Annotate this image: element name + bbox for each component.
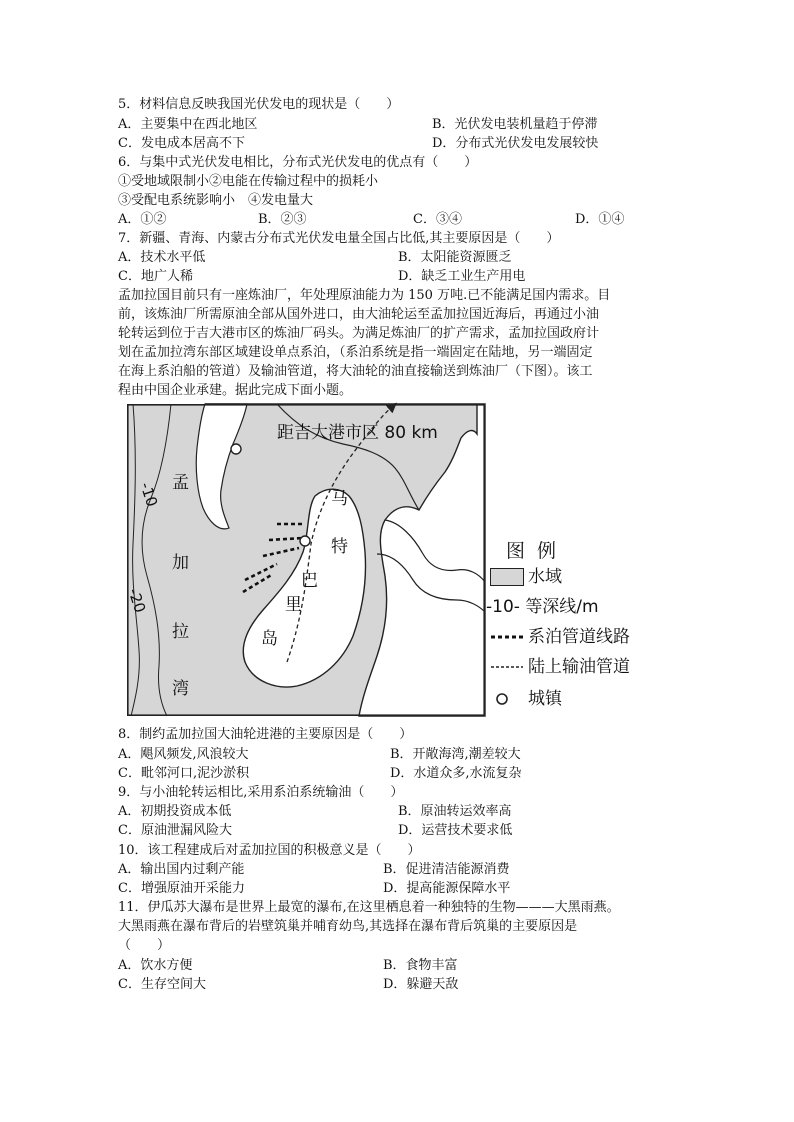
bay-label-char: 拉 <box>172 622 189 642</box>
legend-row-water <box>486 564 686 590</box>
legend-water-label: 水域 <box>528 567 562 587</box>
island-label-char: 特 <box>331 537 348 557</box>
q10-option-c: C．增强原油开采能力 <box>118 881 245 896</box>
legend-isobath-symbol: -10- <box>486 597 520 617</box>
q6-option-d: D．①④ <box>575 212 625 227</box>
passage-line: 在海上系泊船的管道）及输油管道，将大油轮的油直接输送到炼油厂（下图）。该工 <box>118 364 593 379</box>
legend-row-town <box>486 686 686 712</box>
legend-row-mooring <box>486 624 686 650</box>
distance-label: 距吉大港市区 80 km <box>277 423 438 443</box>
q7-stem: 7．新疆、青海、内蒙古分布式光伏发电量全国占比低,其主要原因是（ ） <box>118 231 560 246</box>
q8-option-a: A．飓风频发,风浪较大 <box>118 747 249 762</box>
q7-option-c: C．地广人稀 <box>118 269 193 284</box>
q6-statement-2: ③受配电系统影响小 ④发电量大 <box>118 193 314 208</box>
legend-mooring-symbol <box>490 628 524 646</box>
legend-water-swatch <box>490 568 524 586</box>
town-marker <box>231 444 241 454</box>
bay-label-char: 湾 <box>172 679 189 699</box>
legend-row-isobath <box>486 594 686 620</box>
legend-pipeline-label: 陆上输油管道 <box>528 657 630 677</box>
q6-statement-1: ①受地域限制小②电能在传输过程中的损耗小 <box>118 174 379 189</box>
q9-option-b: B．原油转运效率高 <box>398 804 512 819</box>
q5-option-b: B．光伏发电装机量趋于停滞 <box>432 117 598 132</box>
island-label-char: 巴 <box>301 571 318 591</box>
q6-option-a: A．①② <box>118 212 167 227</box>
passage-line: 孟加拉国目前只有一座炼油厂，年处理原油能力为 150 万吨.已不能满足国内需求。目 <box>118 288 611 303</box>
q11-option-a: A．饮水方便 <box>118 958 193 973</box>
q7-option-a: A．技术水平低 <box>118 250 206 265</box>
legend-mooring-label: 系泊管道线路 <box>528 627 630 647</box>
q5-option-a: A．主要集中在西北地区 <box>118 117 258 132</box>
passage-line: 前，该炼油厂所需原油全部从国外进口，由大油轮运至孟加拉国近海后，再通过小油 <box>118 307 600 322</box>
passage-line: 划在孟加拉湾东部区域建设单点系泊，（系泊系统是指一端固定在陆地，另一端固定 <box>118 345 593 360</box>
q8-stem: 8．制约孟加拉国大油轮进港的主要原因是（ ） <box>118 727 413 742</box>
q5-option-c: C．发电成本居高不下 <box>118 136 245 151</box>
bay-label-char: 加 <box>172 553 189 573</box>
q9-option-d: D．运营技术要求低 <box>398 823 513 838</box>
q5-option-d: D．分布式光伏发电发展较快 <box>432 136 599 151</box>
q11-answer-blank: （ ） <box>118 938 171 953</box>
q9-option-c: C．原油泄漏风险大 <box>118 823 232 838</box>
q5-stem: 5．材料信息反映我国光伏发电的现状是（ ） <box>118 97 400 112</box>
q11-stem: 11．伊瓜苏大瀑布是世界上最宽的瀑布,在这里栖息着一种独特的生物———大黑雨燕。 <box>118 900 620 915</box>
isobath-label-10: -10 <box>136 480 162 509</box>
q7-option-b: B．太阳能资源匮乏 <box>398 250 512 265</box>
q11-stem-cont: 大黑雨燕在瀑布背后的岩壁筑巢并哺育幼鸟,其选择在瀑布背后筑巢的主要原因是 <box>118 919 578 934</box>
isobath-label-20: -20 <box>124 586 150 615</box>
q10-option-d: D．提高能源保障水平 <box>383 881 511 896</box>
passage-line: 轮转运到位于吉大港市区的炼油厂码头。为满足炼油厂的扩产需求，孟加拉国政府计 <box>118 326 600 341</box>
island-label-char: 岛 <box>261 629 278 649</box>
legend-isobath-label <box>486 594 599 620</box>
island-label-char: 马 <box>331 489 348 509</box>
legend-title: 图例 <box>506 540 569 562</box>
map-legend <box>486 536 686 726</box>
legend-town-symbol <box>490 690 524 708</box>
q10-option-b: B．促进清洁能源消费 <box>383 862 510 877</box>
q10-option-a: A．输出国内过剩产能 <box>118 862 245 877</box>
q9-option-a: A．初期投资成本低 <box>118 804 232 819</box>
q11-option-c: C．生存空间大 <box>118 977 206 992</box>
q6-stem: 6．与集中式光伏发电相比，分布式光伏发电的优点有（ ） <box>118 155 478 170</box>
passage-line: 程由中国企业承建。据此完成下面小题。 <box>118 383 353 398</box>
island-label-char: 里 <box>285 595 302 615</box>
q7-option-d: D．缺乏工业生产用电 <box>398 269 526 284</box>
legend-isobath-text: 等深线/m <box>525 597 599 617</box>
q6-option-b: B．②③ <box>258 212 307 227</box>
map-figure <box>124 404 485 716</box>
bay-label-char: 孟 <box>172 473 189 493</box>
legend-town-label: 城镇 <box>528 689 562 709</box>
q8-option-b: B．开敞海湾,潮差较大 <box>390 747 521 762</box>
q11-option-b: B．食物丰富 <box>383 958 458 973</box>
legend-pipeline-symbol <box>490 658 524 676</box>
q6-option-c: C．③④ <box>413 212 462 227</box>
q8-option-c: C．毗邻河口,泥沙淤积 <box>118 766 250 781</box>
q10-stem: 10．该工程建成后对孟加拉国的积极意义是（ ） <box>118 843 421 858</box>
q9-stem: 9．与小油轮转运相比,采用系泊系统输油（ ） <box>118 785 404 800</box>
legend-row-pipeline <box>486 654 686 680</box>
q8-option-d: D．水道众多,水流复杂 <box>390 766 522 781</box>
q11-option-d: D．躲避天敌 <box>383 977 459 992</box>
town-marker <box>300 536 310 546</box>
